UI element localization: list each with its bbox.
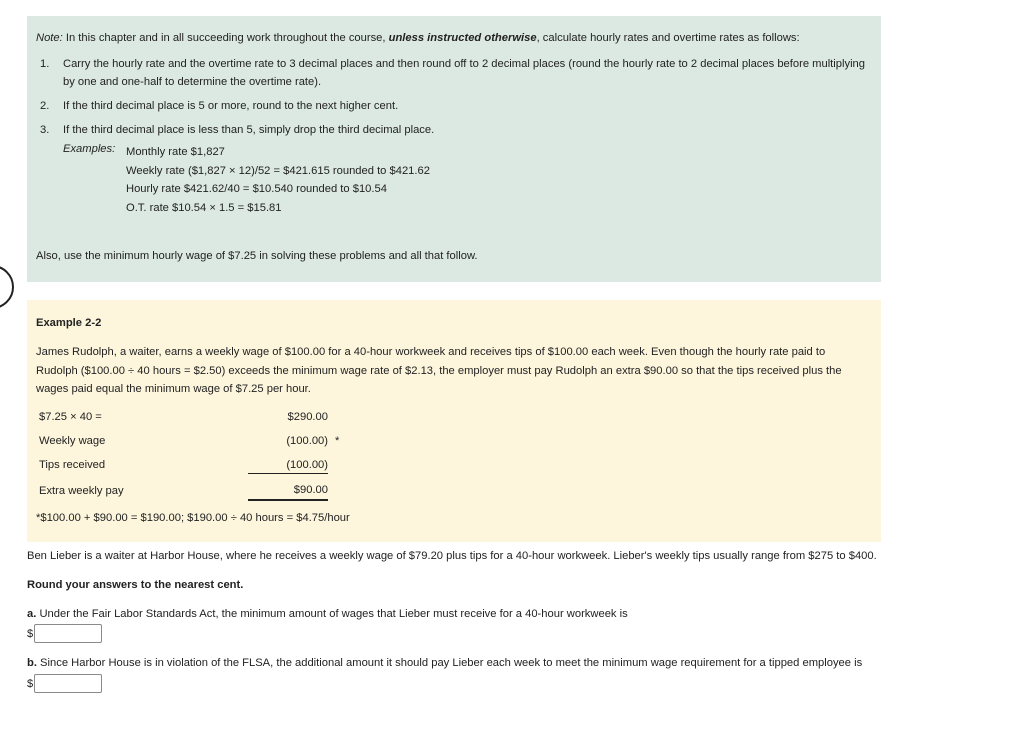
calc-label: Tips received	[39, 459, 106, 471]
question-b	[27, 657, 862, 669]
calc-value: $290.00	[287, 411, 328, 423]
example-line: Monthly rate $1,827	[126, 146, 225, 158]
answer-a-input[interactable]	[34, 624, 102, 643]
question-a	[27, 608, 628, 620]
footnote-marker: *	[335, 435, 340, 447]
example-line: Weekly rate ($1,827 × 12)/52 = $421.615 rounded to $421.62	[126, 165, 430, 177]
question-text: Since Harbor House is in violation of the FLSA, the additional amount it should pay Lieber each week to meet the minimum wage requirement for a tipped employee is	[36, 657, 863, 669]
rule-number: 3.	[40, 124, 50, 136]
rule-item	[36, 55, 872, 91]
side-circle-control[interactable]	[0, 265, 14, 309]
examples-label: Examples:	[63, 143, 116, 155]
note-intro	[36, 29, 866, 48]
calc-label: Extra weekly pay	[39, 485, 124, 497]
question-text: Under the Fair Labor Standards Act, the minimum amount of wages that Lieber must receive for a 40-hour workweek is	[36, 608, 628, 620]
example-line: O.T. rate $10.54 × 1.5 = $15.81	[126, 202, 282, 214]
calc-value: (100.00)	[286, 435, 328, 447]
example-line: Hourly rate $421.62/40 = $10.540 rounded to $10.54	[126, 183, 387, 195]
rule-text: If the third decimal place is 5 or more, round to the next higher cent.	[63, 100, 399, 112]
rounding-instruction: Round your answers to the nearest cent.	[27, 579, 244, 591]
question-letter: b.	[27, 657, 37, 669]
answer-b-input[interactable]	[34, 674, 102, 693]
currency-symbol: $	[27, 628, 34, 640]
rule-number: 1.	[40, 58, 50, 70]
calc-value: (100.00)	[248, 459, 328, 474]
minimum-wage-note: Also, use the minimum hourly wage of $7.25 in solving these problems and all that follow.	[36, 250, 478, 262]
question-letter: a.	[27, 608, 37, 620]
calc-label: $7.25 × 40 =	[39, 411, 102, 423]
rule-item	[36, 97, 872, 115]
example-paragraph: James Rudolph, a waiter, earns a weekly wage of $100.00 for a 40-hour workweek and receives tips of $100.00 each week. Even though the hourly rate paid to Rudolph ($100.00 ÷ 40 hours = $2.50) exceeds the minimum wage rate of $2.13, the employer must pay Rudolph an extra $90.00 so that the tips received plus the wages paid equal the minimum wage of $7.25 per hour.	[36, 346, 842, 395]
problem-statement: Ben Lieber is a waiter at Harbor House, where he receives a weekly wage of $79.20 plus tips for a 40-hour workweek. Lieber's weekly tips usually range from $275 to $400.	[27, 550, 877, 562]
note-intro-text-end: , calculate hourly rates and overtime rates as follows:	[536, 32, 800, 44]
note-emphasis: unless instructed otherwise	[388, 32, 537, 44]
example-footnote: *$100.00 + $90.00 = $190.00; $190.00 ÷ 40 hours = $4.75/hour	[36, 512, 350, 524]
calc-label: Weekly wage	[39, 435, 106, 447]
note-intro-text: In this chapter and in all succeeding work throughout the course,	[62, 32, 389, 44]
currency-symbol: $	[27, 678, 34, 690]
rule-number: 2.	[40, 100, 50, 112]
note-panel	[27, 16, 881, 282]
rule-text: Carry the hourly rate and the overtime rate to 3 decimal places and then round off to 2 decimal places (round the hourly rate to 2 decimal places before multiplying by one and one-half to determine the overtime rate).	[63, 58, 866, 88]
rate-examples	[36, 143, 872, 221]
rule-text: If the third decimal place is less than 5, simply drop the third decimal place.	[63, 124, 435, 136]
calc-total: $90.00	[248, 484, 328, 501]
rounding-rules-list	[36, 55, 872, 139]
note-label: Note:	[36, 32, 63, 44]
example-panel	[27, 300, 881, 542]
example-title: Example 2-2	[36, 317, 102, 329]
rule-item	[36, 121, 872, 139]
